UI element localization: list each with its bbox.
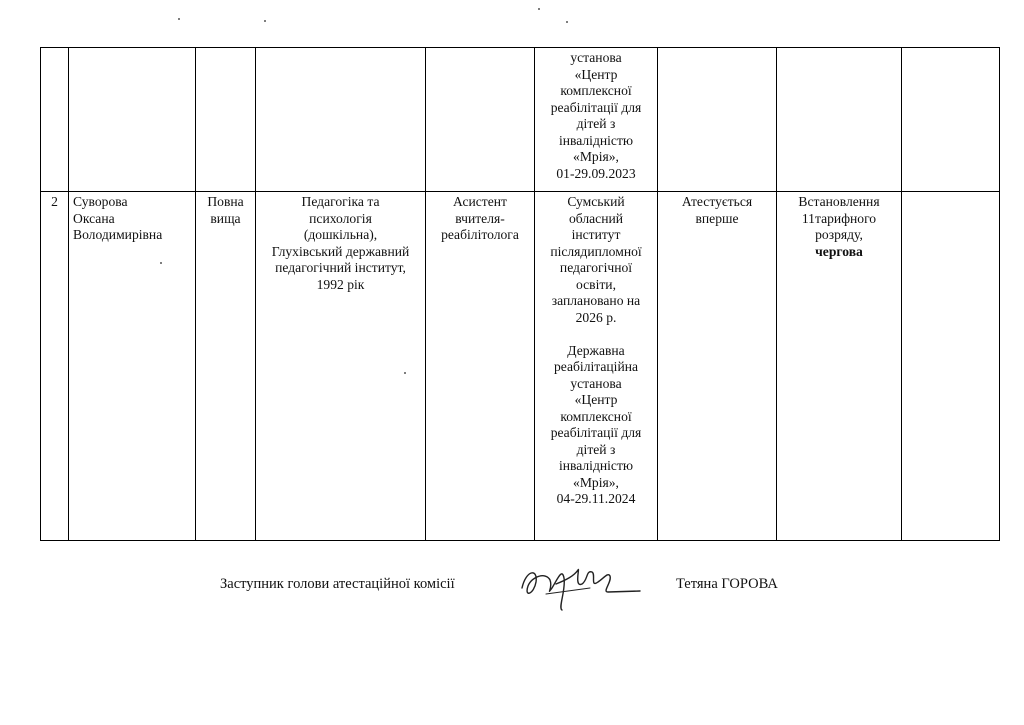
scan-speck — [178, 18, 180, 20]
courses-text: установа «Центр комплексної реабілітації для дітей з інвалідністю «Мрія», 01-29.09.2023 — [550, 50, 642, 181]
cell-num — [41, 48, 69, 192]
cell-decision — [777, 48, 902, 192]
cell-notes — [902, 192, 1000, 541]
cell-notes — [902, 48, 1000, 192]
teacher-name: Суворова Оксана Володимирівна — [73, 194, 163, 242]
cell-position — [426, 48, 535, 192]
attestation-table — [40, 47, 1000, 541]
cell-name — [69, 192, 196, 541]
decision-bold-text: чергова — [815, 243, 863, 259]
courses-text: Сумський обласний інститут післядипломної педагогічної освіти, заплановано на 2026 р. Державна реабілітаційна установа «Центр комплексної реабілітації для дітей з інвалідністю «Мрія», 04-29.11.2024 — [550, 194, 642, 506]
scan-speck — [264, 20, 266, 22]
cell-education — [196, 48, 256, 192]
cell-decision — [777, 192, 902, 541]
cell-name — [69, 48, 196, 192]
handwritten-signature — [516, 558, 646, 614]
cell-position — [426, 192, 535, 541]
decision-text: Встановлення 11тарифного розряду, — [798, 194, 880, 242]
cell-education — [196, 192, 256, 541]
table-row — [41, 192, 1000, 541]
scan-speck — [566, 21, 568, 23]
education-level: Повна вища — [207, 194, 244, 226]
scan-speck — [538, 8, 540, 10]
position-text: Асистент вчителя- реабілітолога — [441, 194, 519, 242]
cell-courses — [535, 192, 658, 541]
signatory-role: Заступник голови атестаційної комісії — [220, 576, 455, 592]
cell-num — [41, 192, 69, 541]
signatory-name: Тетяна ГОРОВА — [676, 576, 778, 592]
attestation-text: Атестується вперше — [681, 194, 753, 226]
specialty-text: Педагогіка та психологія (дошкільна), Глухівський державний педагогічний інститут, 1992 рік — [271, 194, 410, 292]
signature-block — [220, 572, 840, 612]
cell-specialty — [256, 192, 426, 541]
cell-courses — [535, 48, 658, 192]
row-number: 2 — [51, 194, 58, 209]
table-row — [41, 48, 1000, 192]
cell-specialty — [256, 48, 426, 192]
cell-attestation — [658, 192, 777, 541]
cell-attestation — [658, 48, 777, 192]
